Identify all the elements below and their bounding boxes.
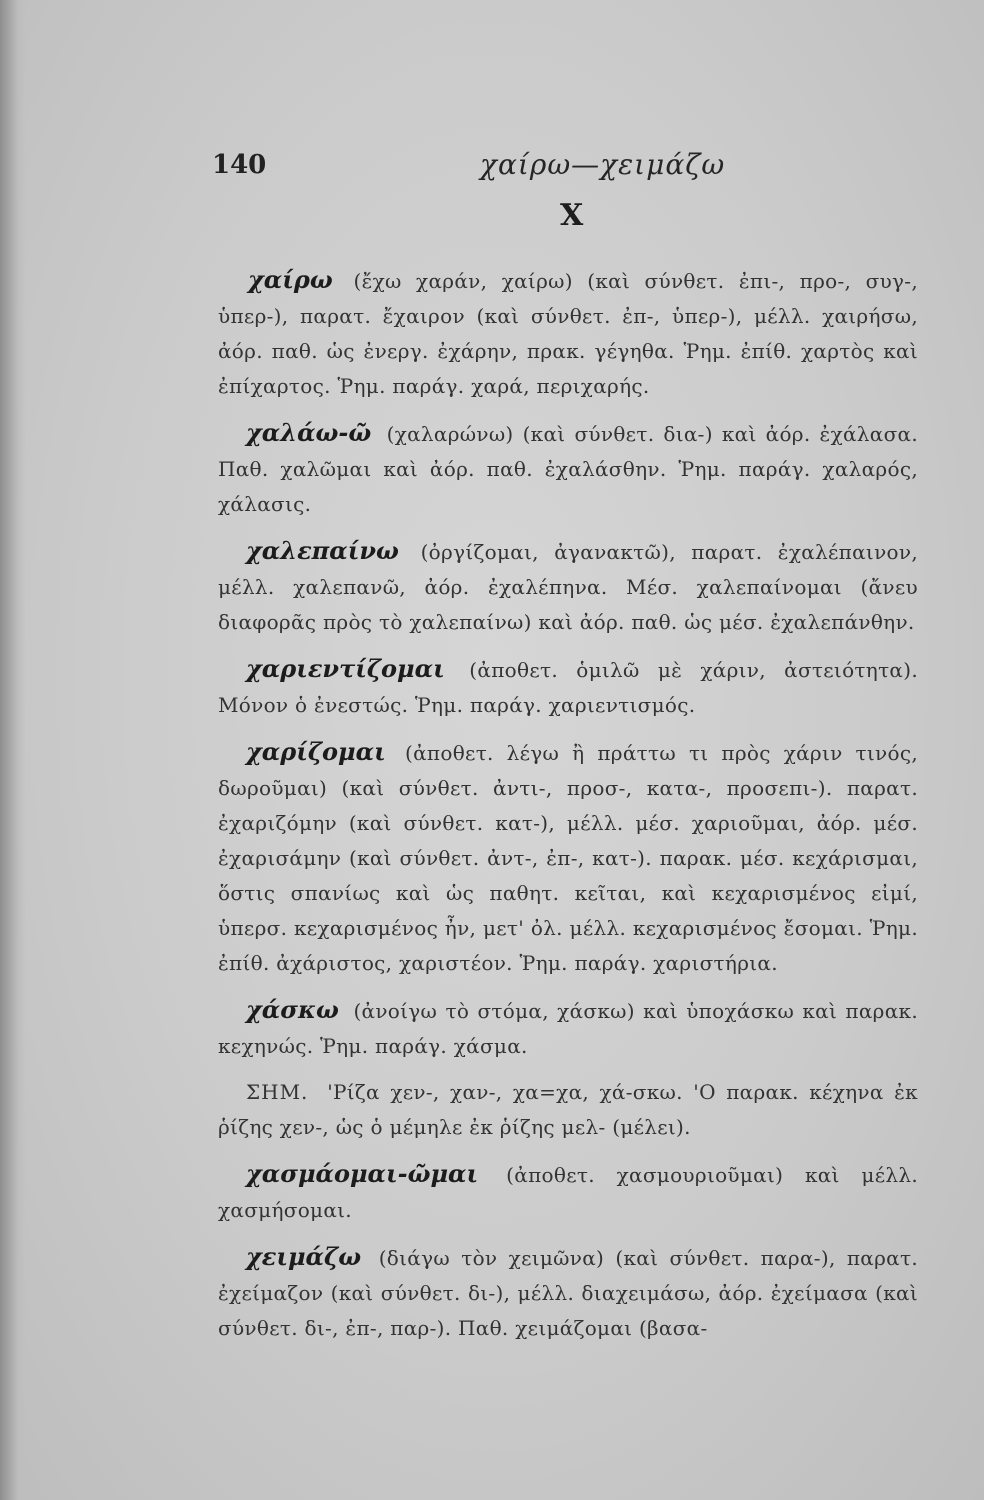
entry-text: (ὀργίζομαι, ἀγανακτῶ), παρατ. ἐχαλέπαινον, μέλλ. χαλεπανῶ, ἀόρ. ἐχαλέπηνα. Μέσ. χαλεπαίνομαι (ἄνευ διαφορᾶς πρὸς τὸ χαλεπαίνω) καὶ ἀόρ. παθ. ὡς μέσ. ἐχαλεπάνθην. [218,540,918,634]
entry-text: (ἀποθετ. χασμουριοῦμαι) καὶ μέλλ. χασμήσομαι. [218,1163,918,1222]
note-label: ΣΗΜ. [246,1080,309,1104]
entry-headword: χαριεντίζομαι [246,654,445,683]
entry-text: (ἀνοίγω τὸ στόμα, χάσκω) καὶ ὑποχάσκω καὶ παρακ. κεχηνώς. Ῥημ. παράγ. χάσμα. [218,999,918,1058]
dictionary-text [218,262,918,1357]
note-text: 'Ρίζα χεν-, χαν-, χα=χα, χά-σκω. 'Ο παρακ. κέχηνα ἐκ ῥίζης χεν-, ὡς ὁ μέμηλε ἐκ ῥίζης μελ- (μέλει). [218,1080,918,1139]
entry [218,734,918,981]
entry [218,1156,918,1228]
entry-headword: χαίρω [248,265,333,294]
page-number: 140 [212,150,267,180]
entry [218,992,918,1064]
entry-text: (ἔχω χαράν, χαίρω) (καὶ σύνθετ. ἐπι-, προ-, συγ-, ὑπερ-), παρατ. ἔχαιρον (καὶ σύνθετ. ἐπ-, ὑπερ-), μέλλ. χαιρήσω, ἀόρ. παθ. ὡς ἐνεργ. ἐχάρην, πρακ. γέγηθα. Ῥημ. ἐπίθ. χαρτὸς καὶ ἐπίχαρτος. Ῥημ. παράγ. χαρά, περιχαρής. [218,269,919,398]
entry [218,415,918,522]
entry-headword: χάσκω [246,995,339,1024]
entry [218,533,918,640]
entry-text: (χαλαρώνω) (καὶ σύνθετ. δια-) καὶ ἀόρ. ἐχάλασα. Παθ. χαλῶμαι καὶ ἀόρ. παθ. ἐχαλάσθην. Ῥημ. παράγ. χαλαρός, χάλασις. [218,422,918,516]
entry-text: (διάγω τὸν χειμῶνα) (καὶ σύνθετ. παρα-), παρατ. ἐχείμαζον (καὶ σύνθετ. δι-), μέλλ. διαχειμάσω, ἀόρ. ἐχείμασα (καὶ σύνθετ. δι-, ἐπ-, παρ-). Παθ. χειμάζομαι (βασα- [218,1246,919,1340]
note [218,1075,918,1145]
letter-heading: Χ [560,198,584,233]
entry-headword: χαλεπαίνω [246,536,399,565]
entry-text: (ἀποθετ. ὁμιλῶ μὲ χάριν, ἀστειότητα). Μόνον ὁ ἐνεστώς. Ῥημ. παράγ. χαριεντισμός. [218,658,918,717]
entry [218,1239,918,1346]
running-head: χαίρω—χειμάζω [480,148,726,181]
entry-headword: χειμάζω [246,1242,362,1271]
entry-text: (ἀποθετ. λέγω ἢ πράττω τι πρὸς χάριν τινός, δωροῦμαι) (καὶ σύνθετ. ἀντι-, προσ-, κατα-, προσεπι-). παρατ. ἐχαριζόμην (καὶ σύνθετ. κατ-), μέλλ. μέσ. χαριοῦμαι, ἀόρ. μέσ. ἐχαρισάμην (καὶ σύνθετ. ἀντ-, ἐπ-, κατ-). παρακ. μέσ. κεχάρισμαι, ὅστις σπανίως καὶ ὡς παθητ. κεῖται, καὶ κεχαρισμένος εἰμί, ὑπερσ. κεχαρισμένος ἦν, μετ' ὀλ. μέλλ. κεχαρισμένος ἔσομαι. Ῥημ. ἐπίθ. ἀχάριστος, χαριστέον. Ῥημ. παράγ. χαριστήρια. [218,741,918,975]
entry [218,651,918,723]
entry-headword: χασμάομαι-ῶμαι [246,1159,479,1188]
entry-headword: χαλάω-ῶ [246,418,372,447]
entry [218,262,918,404]
entry-headword: χαρίζομαι [246,737,386,766]
page-edge-shadow [0,0,26,1500]
